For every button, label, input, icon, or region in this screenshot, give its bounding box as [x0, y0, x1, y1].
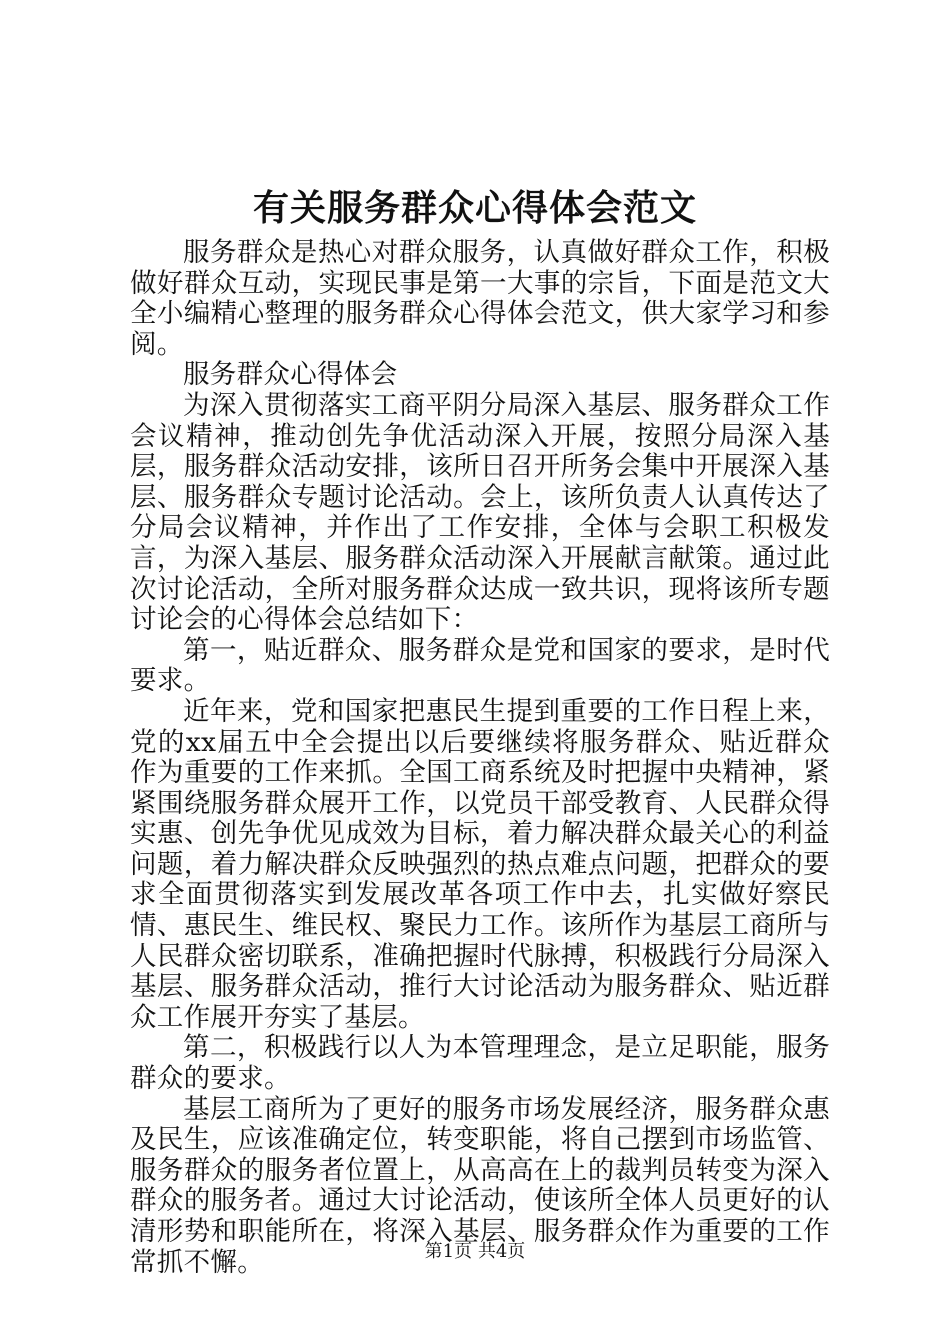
paragraph-point-one-detail: 近年来，党和国家把惠民生提到重要的工作日程上来，党的xx届五中全会提出以后要继续将服务群众、贴近群众作为重要的工作来抓。全国工商系统及时把握中央精神，紧紧围绕服务群众展开工作，以党员干部受教育、人民群众得实惠、创先争优见成效为目标，着力解决群众最关心的利益问题，着力解决群众反映强烈的热点难点问题，把群众的要求全面贯彻落实到发展改革各项工作中去，扎实做好察民情、惠民生、维民权、聚民力工作。该所作为基层工商所与人民群众密切联系，准确把握时代脉搏，积极践行分局深入基层、服务群众活动，推行大讨论活动为服务群众、贴近群众工作展开夯实了基层。 — [130, 695, 830, 1033]
paragraph-subheading: 服务群众心得体会 — [183, 359, 398, 391]
document-title: 有关服务群众心得体会范文 — [252, 187, 697, 229]
paragraph-point-one: 第一，贴近群众、服务群众是党和国家的要求，是时代要求。 — [130, 634, 830, 697]
page-number-footer: 第1页 共4页 — [424, 1241, 526, 1262]
document-body — [130, 238, 830, 1278]
paragraph-point-two: 第二，积极践行以人为本管理理念，是立足职能，服务群众的要求。 — [130, 1032, 830, 1095]
paragraph-background: 为深入贯彻落实工商平阴分局深入基层、服务群众工作会议精神，推动创先争优活动深入开展，按照分局深入基层，服务群众活动安排，该所日召开所务会集中开展深入基层、服务群众专题讨论活动。会上，该所负责人认真传达了分局会议精神，并作出了工作安排，全体与会职工积极发言，为深入基层、服务群众活动深入开展献言献策。通过此次讨论活动，全所对服务群众达成一致共识，现将该所专题讨论会的心得体会总结如下： — [130, 389, 830, 636]
paragraph-point-two-detail: 基层工商所为了更好的服务市场发展经济，服务群众惠及民生，应该准确定位，转变职能，将自己摆到市场监管、服务群众的服务者位置上，从高高在上的裁判员转变为深入群众的服务者。通过大讨论活动，使该所全体人员更好的认清形势和职能所在，将深入基层、服务群众作为重要的工作常抓不懈。 — [130, 1093, 830, 1278]
paragraph-intro: 服务群众是热心对群众服务，认真做好群众工作，积极做好群众互动，实现民事是第一大事的宗旨，下面是范文大全小编精心整理的服务群众心得体会范文，供大家学习和参阅。 — [130, 237, 830, 360]
